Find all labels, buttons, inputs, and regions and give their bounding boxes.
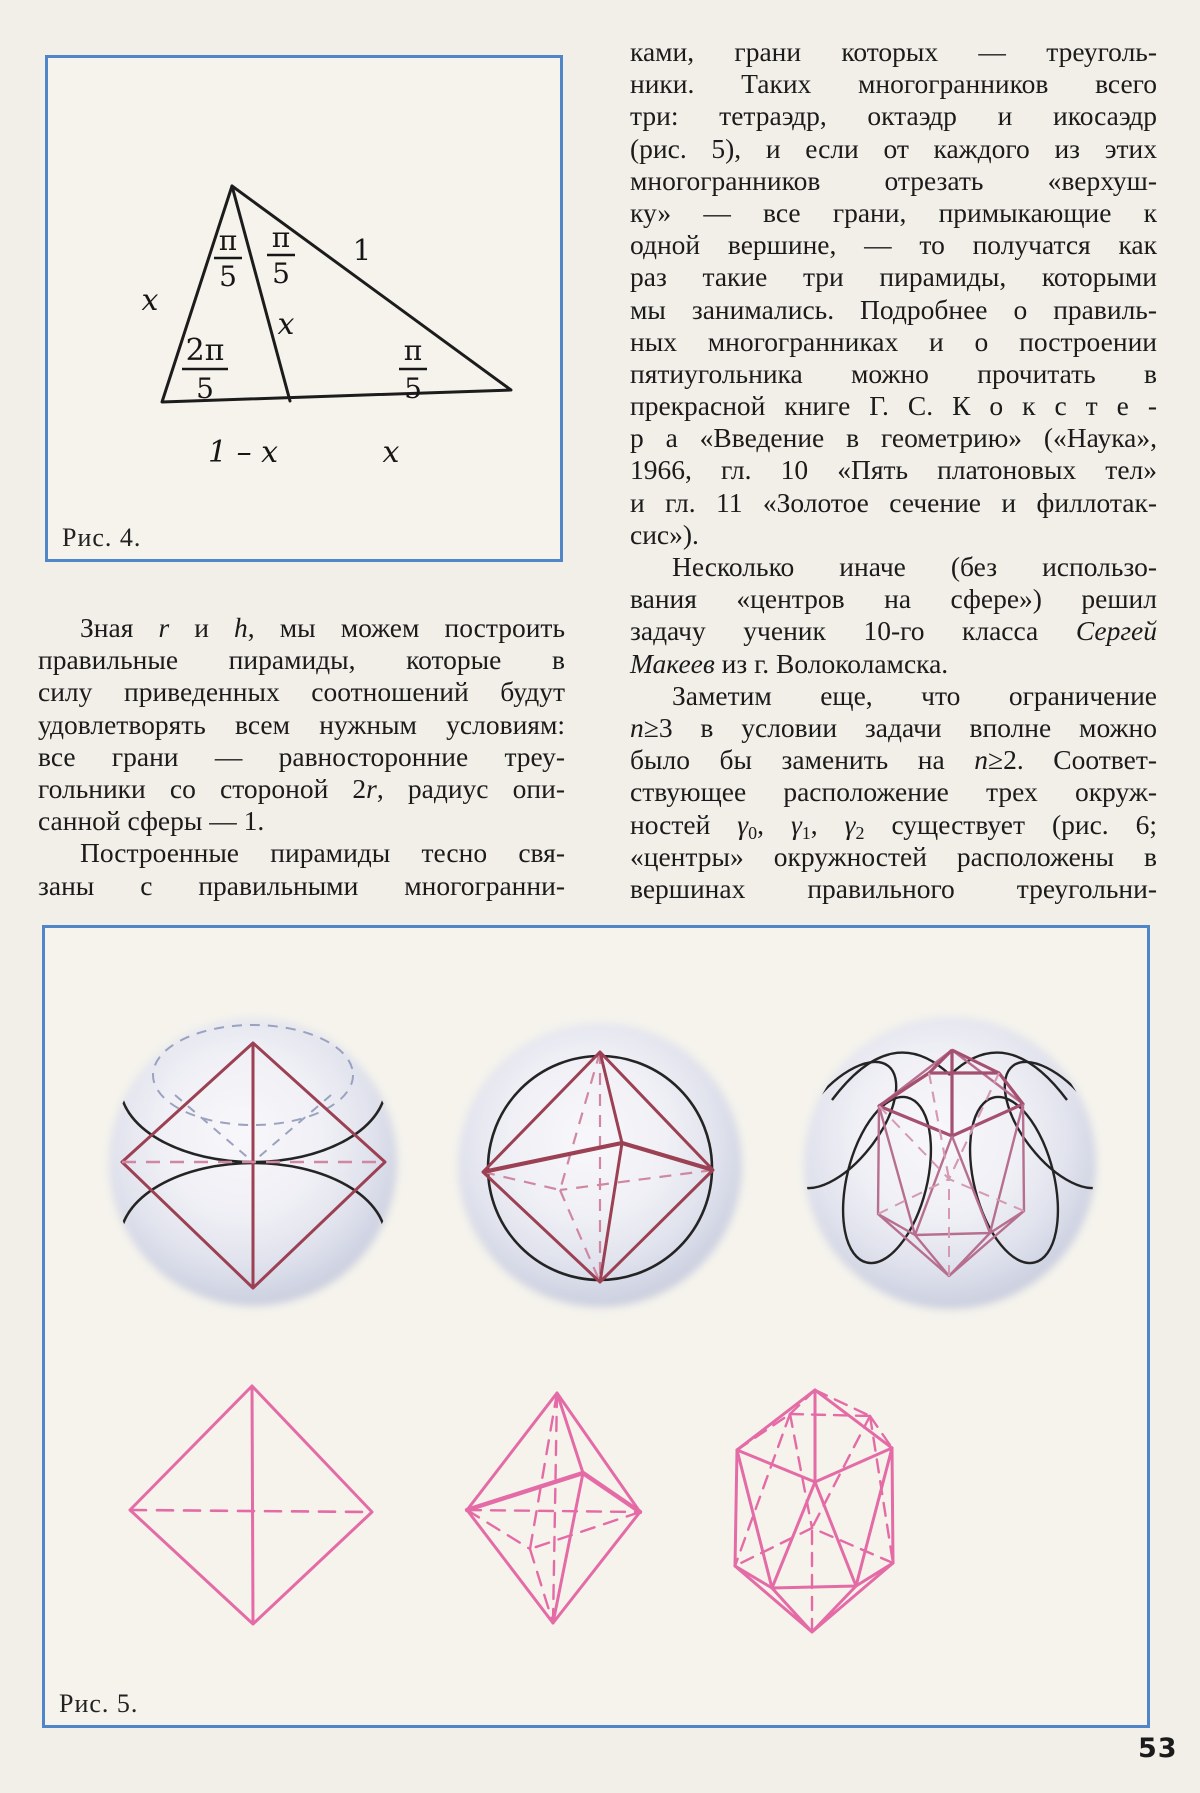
text-line: сис»).	[630, 518, 699, 550]
wireframe-tetrahedron	[130, 1386, 372, 1624]
text-line: многогранников отрезать «верхуш-	[630, 164, 1157, 196]
label-cevian: x	[277, 307, 295, 342]
text-line: Макеев из г. Волоколамска.	[630, 647, 949, 679]
right-column	[630, 36, 1157, 905]
text-line: n≥3 в условии задачи вполне можно	[630, 711, 1157, 743]
wireframe-icosahedron	[735, 1390, 893, 1632]
text-line: вания «центров на сфере») решил	[630, 583, 1157, 615]
label-base-right: x	[382, 435, 400, 470]
text-line: ствующее расположение трех окруж-	[630, 776, 1157, 808]
text-line: и гл. 11 «Золотое сечение и филлотак-	[630, 486, 1157, 518]
text-line: (рис. 5), и если от каждого из этих	[630, 132, 1157, 164]
text-line: все грани — равносторонние треу-	[38, 740, 565, 772]
label-apex-right-num: π	[271, 221, 291, 254]
figure5-diagram	[45, 928, 1147, 1725]
page-number: 53	[1138, 1733, 1178, 1764]
text-line: правильные пирамиды, которые в	[38, 644, 565, 676]
figure5-caption: Рис. 5.	[59, 1689, 139, 1718]
text-line: 1966, гл. 10 «Пять платоновых тел»	[630, 454, 1157, 486]
figure4-diagram	[48, 58, 560, 559]
sphere-octahedron	[450, 1023, 747, 1307]
figure5-frame	[42, 925, 1150, 1728]
text-line: Зная r и h, мы можем построить	[80, 612, 565, 643]
text-line: мы занимались. Подробнее о правиль-	[630, 293, 1157, 325]
text-line: раз такие три пирамиды, которыми	[630, 261, 1157, 293]
text-line: ных многогранниках и о построении	[630, 325, 1157, 357]
text-line: ку» — все грани, примыкающие к	[630, 196, 1157, 228]
text-line: р а «Введение в геометрию» («Наука»,	[630, 422, 1157, 454]
text-line: три: тетраэдр, октаэдр и икосаэдр	[630, 100, 1157, 132]
text-line: заны с правильными многогранни-	[38, 869, 565, 901]
triangle-labels	[142, 221, 427, 470]
left-column	[38, 612, 565, 902]
text-line: ники. Таких многогранников всего	[630, 68, 1157, 100]
text-line: ностей $\gamma_0$, $\gamma_1$, $\gamma_2$ существует (рис. 6;	[630, 808, 1158, 843]
text-line: удовлетворять всем нужным условиям:	[38, 708, 565, 740]
label-side-right: 1	[352, 233, 372, 267]
text-line: «центры» окружностей расположены в	[630, 840, 1157, 872]
text-line: вершинах правильного треугольни-	[630, 872, 1157, 904]
label-bottom-right-den: 5	[404, 372, 422, 405]
text-line: прекрасной книге Г. С. К о к с т е -	[630, 390, 1157, 422]
label-bottom-left-den: 5	[196, 372, 214, 405]
text-line: Построенные пирамиды тесно свя-	[80, 837, 565, 869]
label-apex-left-den: 5	[219, 260, 237, 293]
text-line: одной вершине, — то получатся как	[630, 229, 1157, 261]
label-base-left: 1 – x	[207, 435, 279, 470]
text-line: силу приведенных соотношений будут	[38, 676, 565, 708]
hidden-edge	[130, 1510, 372, 1512]
sphere-icosahedron	[767, 1017, 1133, 1309]
hidden-edges	[467, 1393, 640, 1623]
figure4-frame	[45, 55, 563, 562]
sphere-tetrahedron	[109, 1008, 397, 1317]
figure4-caption: Рис. 4.	[62, 523, 142, 552]
label-side-left: x	[141, 283, 159, 318]
wireframe-octahedron	[467, 1393, 640, 1623]
text-line: было бы заменить на n≥2. Соответ-	[630, 744, 1157, 776]
text-line: санной сферы — 1.	[38, 805, 265, 837]
label-apex-right-den: 5	[272, 257, 290, 290]
text-line: Заметим еще, что ограничение	[672, 679, 1157, 711]
label-bottom-right-num: π	[403, 334, 423, 367]
text-line: задачу ученик 10-го класса Сергей	[630, 615, 1157, 647]
label-bottom-left-num: 2π	[185, 333, 225, 368]
text-line: Несколько иначе (без использо-	[672, 551, 1157, 582]
label-apex-left-num: π	[218, 224, 238, 257]
text-line: пятиугольника можно прочитать в	[630, 357, 1157, 389]
text-line: гольники со стороной 2r, радиус опи-	[38, 772, 565, 804]
text-line: ками, грани которых — треуголь-	[630, 36, 1157, 67]
